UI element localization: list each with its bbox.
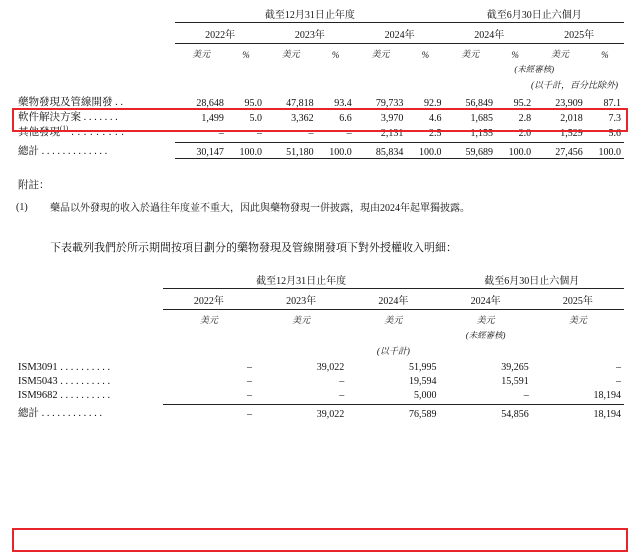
- table1-row2-label: [16, 124, 175, 139]
- table1-group-header-row: [16, 6, 624, 23]
- table1-year-2023: 2023年: [265, 26, 355, 44]
- table1-row2-c0: –: [218, 128, 224, 139]
- table1-row0-c0: 28,648: [196, 98, 224, 109]
- table2-unit-usd-5: 美元: [568, 315, 587, 326]
- table-row: [16, 143, 624, 158]
- table2-row1-c4: –: [616, 376, 621, 388]
- table1-unit-pct-3: %: [421, 50, 430, 60]
- note-item: [16, 202, 624, 216]
- table1-row1-c6: 1,685: [470, 113, 494, 124]
- table1-row2-label-main: 其他發現: [18, 127, 60, 138]
- table1-total-c0: 30,147: [175, 143, 227, 158]
- table1-row1-c1: 5.0: [249, 113, 262, 124]
- table2-row2-c2: 5,000: [413, 390, 437, 402]
- table2-row1-c3: 15,591: [501, 376, 529, 388]
- table1-unit-pct-5: %: [601, 50, 609, 60]
- table1-year-row: [16, 26, 624, 44]
- table1-unit-usd-1: 美元: [192, 49, 211, 59]
- table1-total-c7: 100.0: [496, 143, 534, 158]
- table1-row2-c7: 2.0: [518, 128, 532, 139]
- table1-unit-usd-2: 美元: [281, 49, 300, 59]
- table1-row0-label: 藥物發現及管線開發 . .: [18, 97, 123, 108]
- table1-unit-usd-5: 美元: [550, 49, 569, 59]
- table1-total-label: 總計 . . . . . . . . . . . . .: [18, 145, 108, 157]
- note-index: (1): [16, 201, 28, 213]
- table1-row0-c8: 23,909: [555, 98, 583, 109]
- table1-row2-c3: –: [346, 128, 352, 139]
- table2-year-row: [16, 292, 624, 310]
- table2-scale-note: (以千計): [376, 346, 410, 357]
- table2-unit-usd-1: 美元: [199, 315, 218, 326]
- outbound-licensing-table: [16, 272, 624, 420]
- table1-row1-c9: 7.3: [608, 113, 621, 124]
- table2-row2-c0: –: [246, 390, 252, 402]
- table2-year-2023: 2023年: [255, 292, 347, 310]
- table2-unit-usd-2: 美元: [292, 315, 311, 326]
- table1-total-c9: 100.0: [586, 143, 624, 158]
- table1-unit-row: [16, 47, 624, 60]
- table1-total-c8: 27,456: [534, 143, 586, 158]
- table1-unit-usd-4: 美元: [461, 49, 480, 59]
- table1-year-2024-h1: 2024年: [444, 26, 534, 44]
- table1-row0-c7: 95.2: [513, 98, 532, 109]
- table2-row2-c1: –: [339, 390, 345, 402]
- table2-group-header-year: 截至12月31日止年度: [163, 272, 440, 289]
- table1-unaudited-row: [16, 63, 624, 75]
- table2-unit-usd-3: 美元: [384, 315, 403, 326]
- table1-row0-c6: 56,849: [465, 98, 494, 109]
- table2-year-2024-h1: 2024年: [439, 292, 531, 310]
- table2-unit-row: [16, 313, 624, 326]
- table2-total-c0: –: [163, 405, 255, 420]
- notes-heading: 附註：: [18, 179, 50, 191]
- table1-row0-c2: 47,818: [286, 98, 314, 109]
- table1-total-c5: 100.0: [406, 143, 444, 158]
- table2-row1-label: ISM5043 . . . . . . . . . .: [18, 376, 111, 388]
- table-row: [16, 94, 624, 109]
- table2-row0-c4: –: [616, 362, 621, 374]
- table1-row2-c6: 1,155: [470, 128, 494, 139]
- table1-unit-pct-1: %: [242, 50, 250, 60]
- table1-row1-c0: 1,499: [201, 113, 224, 124]
- licensing-intro-paragraph: 下表載列我們於所示期間按項目劃分的藥物發現及管線開發項下對外授權收入明細：: [50, 242, 457, 254]
- table2-row0-c1: 39,022: [316, 362, 345, 374]
- table2-unaudited-note: (未經審核): [465, 330, 506, 341]
- table2-unit-usd-4: 美元: [476, 315, 495, 326]
- table1-scale-note: (以千計，百分比除外): [531, 80, 618, 90]
- table-row: [16, 405, 624, 420]
- table2-row1-c0: –: [246, 376, 252, 388]
- table-row: [16, 109, 624, 124]
- table2-total-c2: 76,589: [347, 405, 439, 420]
- table1-group-header-halfyear: 截至6月30日止六個月: [444, 6, 624, 23]
- table1-total-c6: 59,689: [444, 143, 496, 158]
- table1-row1-c3: 6.6: [339, 113, 352, 124]
- table2-scale-row: [16, 344, 624, 357]
- table2-row1-c1: –: [339, 376, 345, 388]
- licensing-table-wrap: [16, 272, 624, 420]
- table1-total-c4: 85,834: [355, 143, 407, 158]
- table1-row2-c1: –: [257, 128, 262, 139]
- table1-unit-usd-3: 美元: [371, 49, 390, 59]
- table1-row0-c9: 87.1: [603, 98, 621, 109]
- table2-unaudited-row: [16, 329, 624, 341]
- table1-row1-c8: 2,018: [560, 113, 583, 124]
- table1-bottom-rule-row: [16, 158, 624, 159]
- table2-total-c4: 18,194: [532, 405, 624, 420]
- table2-row2-c4: 18,194: [593, 390, 621, 402]
- revenue-breakdown-table: [16, 6, 624, 159]
- table1-unit-pct-4: %: [511, 50, 519, 60]
- table1-row2-c8: 1,529: [560, 128, 583, 139]
- table1-row2-c5: 2.5: [428, 128, 442, 139]
- table2-year-2025-h1: 2025年: [532, 292, 624, 310]
- highlight-box-licensing-total-row: [12, 528, 628, 552]
- table2-year-2024: 2024年: [347, 292, 439, 310]
- table1-row1-c5: 4.6: [428, 113, 442, 124]
- table2-total-label: 總計 . . . . . . . . . . . .: [18, 407, 102, 419]
- table-row: [16, 362, 624, 373]
- table1-group-header-year: 截至12月31日止年度: [175, 6, 444, 23]
- table2-row1-c2: 19,594: [408, 376, 437, 388]
- table1-unit-pct-2: %: [331, 50, 340, 60]
- table2-group-header-halfyear: 截至6月30日止六個月: [439, 272, 624, 289]
- table1-row1-c2: 3,362: [291, 113, 314, 124]
- table1-year-2022: 2022年: [175, 26, 265, 44]
- table1-total-c1: 100.0: [227, 143, 265, 158]
- table1-unaudited-note: (未經審核): [514, 64, 555, 74]
- table1-row0-c4: 79,733: [375, 98, 404, 109]
- table1-scale-row: [16, 78, 624, 91]
- table1-row0-c5: 92.9: [423, 98, 442, 109]
- table2-total-c3: 54,856: [439, 405, 531, 420]
- table1-total-c2: 51,180: [265, 143, 317, 158]
- table1-row2-c4: 2,131: [380, 128, 404, 139]
- table1-row1-c4: 3,970: [380, 113, 404, 124]
- table1-row2-label-superscript: (1): [60, 124, 69, 133]
- table2-row2-label: ISM9682 . . . . . . . . . .: [18, 390, 111, 402]
- table1-row2-label-dots: . . . . . . . . .: [68, 127, 125, 138]
- table1-row2-c9: 5.6: [608, 128, 621, 139]
- note-text: 藥品以外發現的收入於過往年度並不重大，因此與藥物發現一併披露，現由2024年起單獨披露。: [50, 202, 470, 214]
- table2-row0-label: ISM3091 . . . . . . . . . .: [18, 362, 111, 374]
- table1-year-2025-h1: 2025年: [534, 26, 624, 44]
- table1-row1-label: 軟件解決方案 . . . . . . .: [18, 112, 118, 123]
- table1-row0-c3: 93.4: [334, 98, 352, 109]
- table2-row0-c3: 39,265: [501, 362, 529, 374]
- table-row: [16, 390, 624, 401]
- table1-year-2024: 2024年: [355, 26, 445, 44]
- table1-total-c3: 100.0: [317, 143, 355, 158]
- table1-row0-c1: 95.0: [244, 98, 262, 109]
- table2-row0-c0: –: [246, 362, 252, 374]
- table2-year-2022: 2022年: [163, 292, 255, 310]
- table1-row2-c2: –: [308, 128, 314, 139]
- table2-total-c1: 39,022: [255, 405, 347, 420]
- table-row: [16, 376, 624, 387]
- table2-group-header-row: [16, 272, 624, 289]
- table1-row1-c7: 2.8: [518, 113, 532, 124]
- table2-row2-c3: –: [523, 390, 529, 402]
- table2-row0-c2: 51,995: [408, 362, 437, 374]
- table-row: [16, 124, 624, 139]
